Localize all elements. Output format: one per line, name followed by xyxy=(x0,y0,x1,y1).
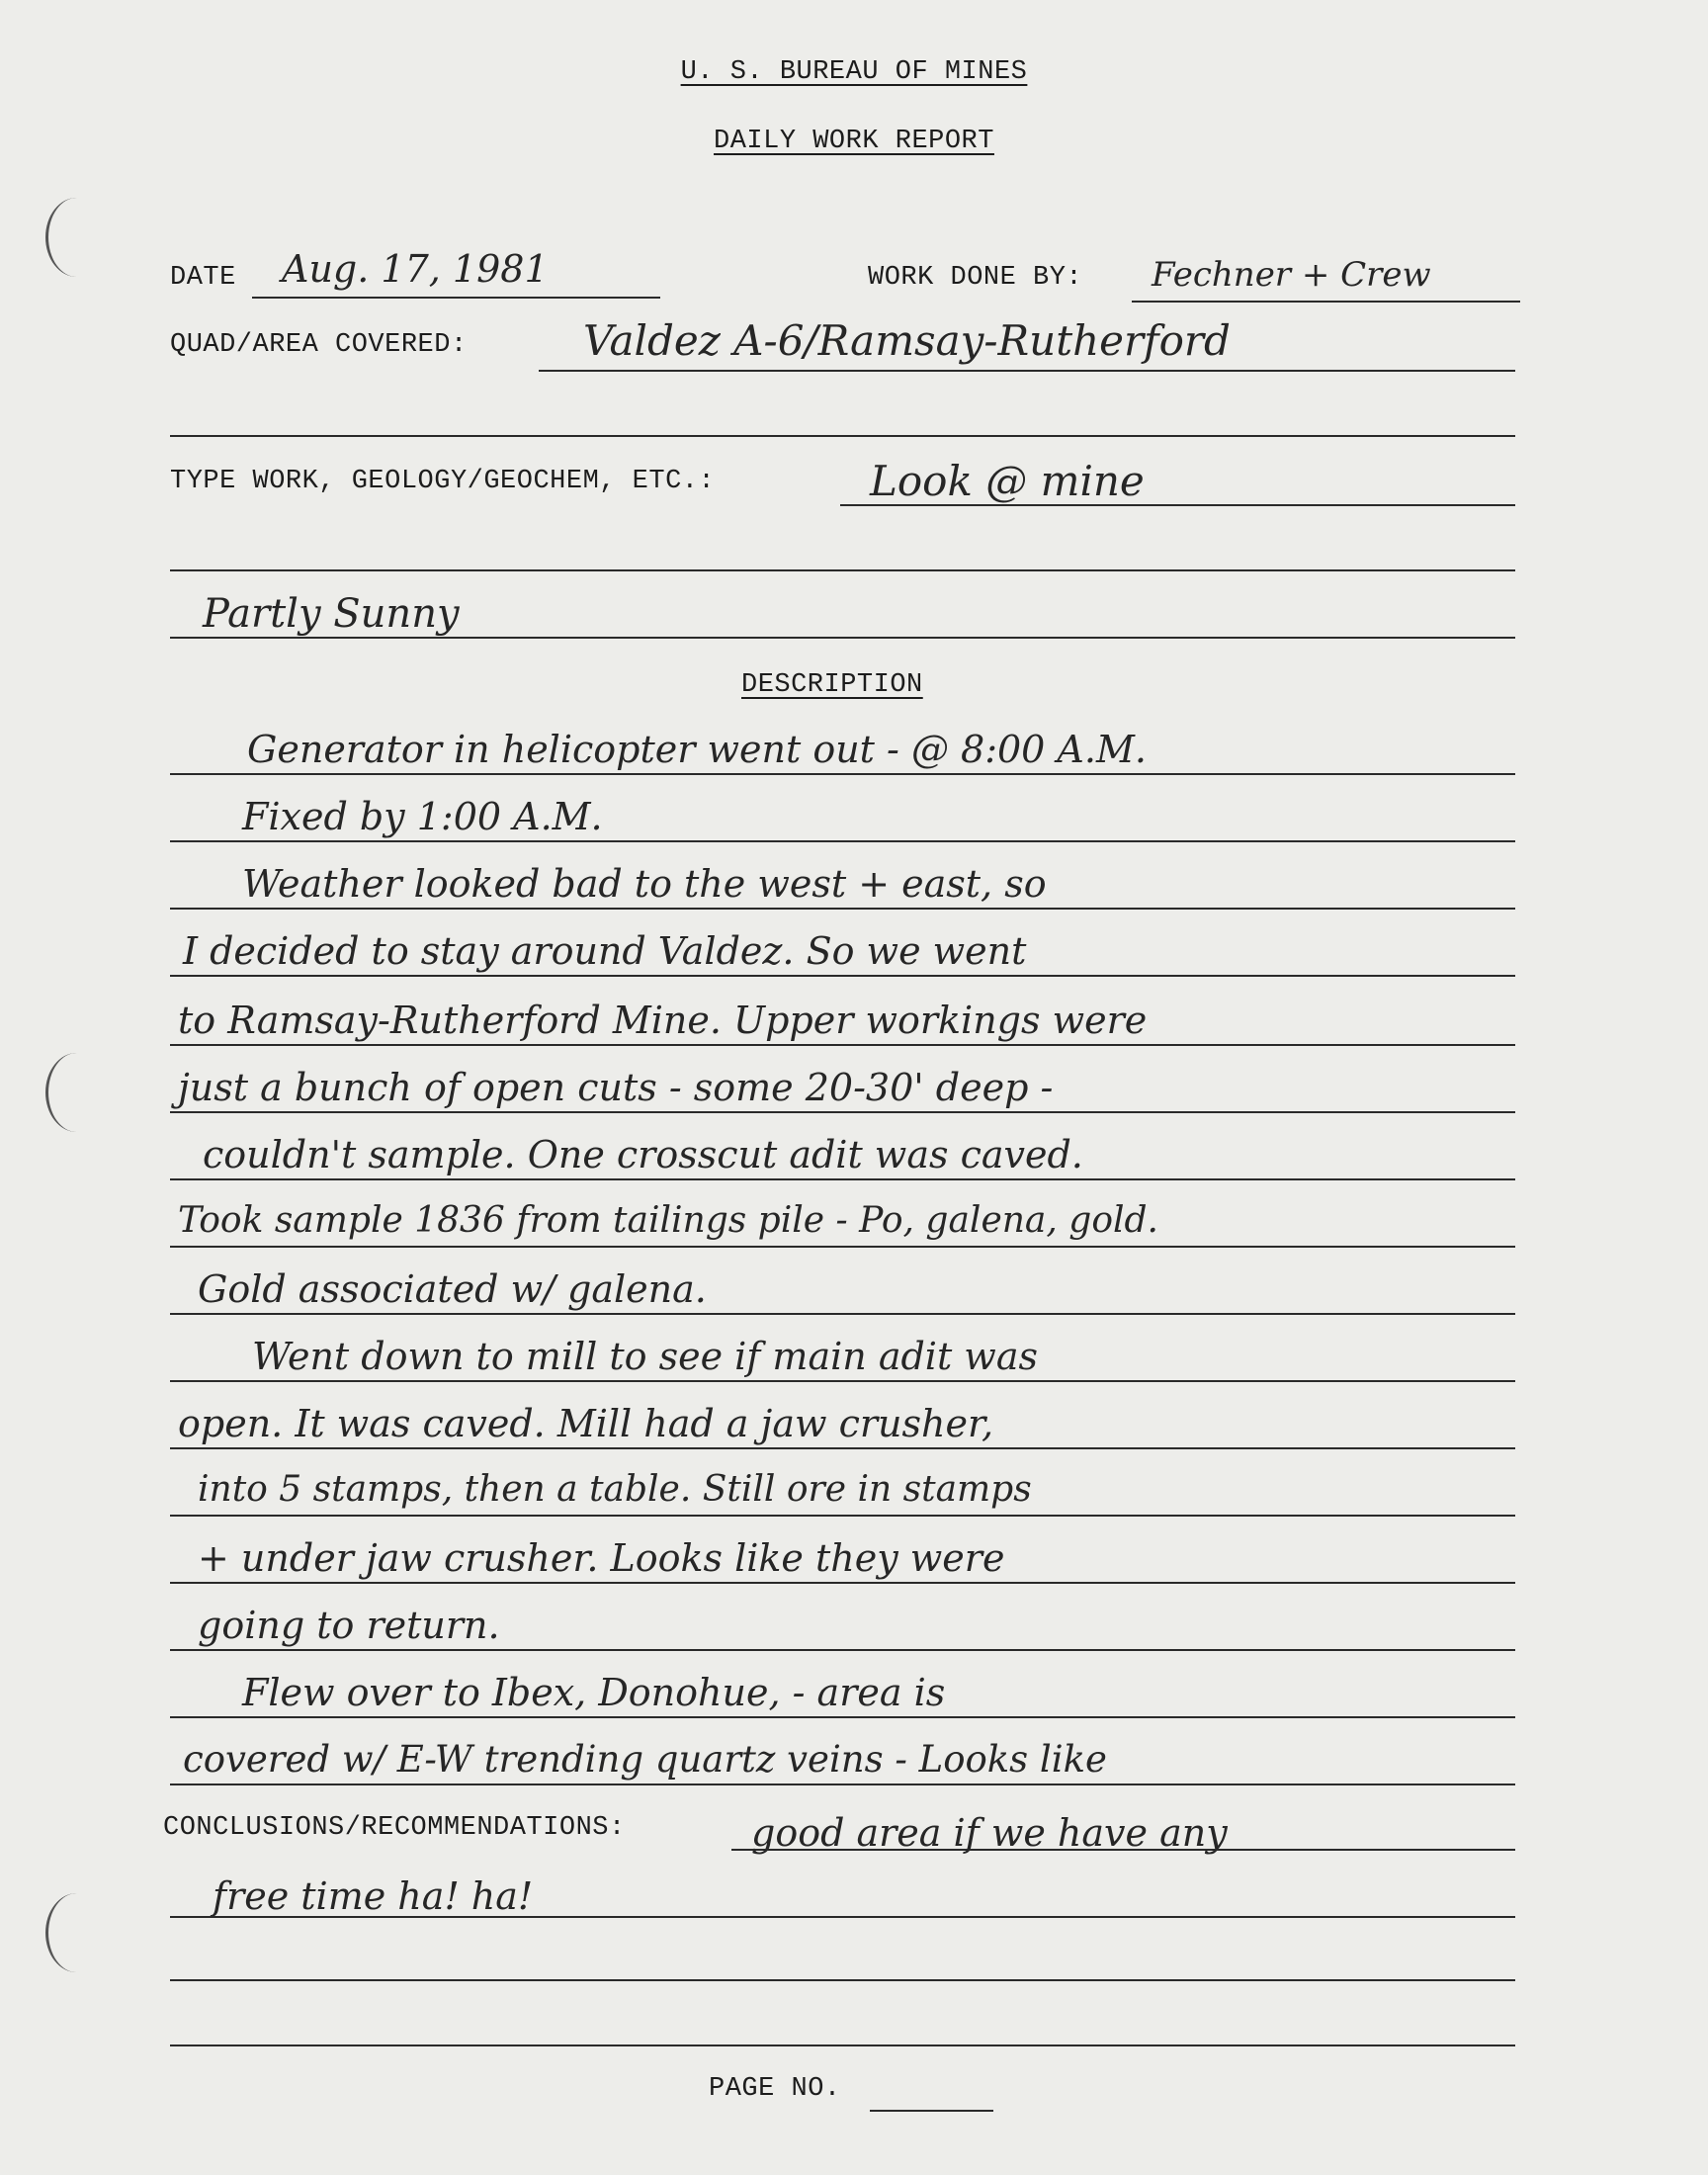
work-done-by-value: Fechner + Crew xyxy=(1152,255,1431,295)
page-number-line xyxy=(870,2110,993,2112)
type-work-line xyxy=(840,504,1515,506)
description-line: going to return. xyxy=(198,1604,500,1647)
quad-label: QUAD/AREA COVERED: xyxy=(170,330,468,360)
binder-hole-middle xyxy=(45,1053,108,1132)
description-rule xyxy=(170,975,1515,977)
date-label: DATE xyxy=(170,263,236,293)
description-rule xyxy=(170,1716,1515,1718)
weather-line xyxy=(170,637,1515,639)
date-value: Aug. 17, 1981 xyxy=(282,247,549,291)
description-line: into 5 stamps, then a table. Still ore in stamps xyxy=(198,1469,1032,1510)
description-rule xyxy=(170,773,1515,775)
conclusions-line-4 xyxy=(170,2044,1515,2046)
date-line xyxy=(252,297,660,299)
conclusions-value: good area if we have any xyxy=(751,1811,1228,1855)
description-line: couldn't sample. One crosscut adit was caved. xyxy=(203,1133,1083,1176)
quad-value: Valdez A-6/Ramsay-Rutherford xyxy=(583,316,1231,365)
description-line: Weather looked bad to the west + east, so xyxy=(242,862,1047,906)
description-line: Gold associated w/ galena. xyxy=(198,1267,707,1311)
work-done-by-label: WORK DONE BY: xyxy=(868,263,1083,293)
description-line: Went down to mill to see if main adit was xyxy=(252,1335,1038,1378)
description-rule xyxy=(170,1447,1515,1449)
description-line: to Ramsay-Rutherford Mine. Upper workings were xyxy=(178,999,1148,1042)
page-number-label: PAGE NO. xyxy=(709,2074,841,2104)
description-rule xyxy=(170,1313,1515,1315)
binder-hole-top xyxy=(45,198,108,277)
description-rule xyxy=(170,1515,1515,1517)
description-line: Flew over to Ibex, Donohue, - area is xyxy=(242,1671,946,1714)
quad-line xyxy=(539,370,1515,372)
description-line: open. It was caved. Mill had a jaw crusher, xyxy=(178,1402,994,1445)
conclusions-label: CONCLUSIONS/RECOMMENDATIONS: xyxy=(163,1813,626,1843)
description-rule xyxy=(170,1582,1515,1584)
agency-title: U. S. BUREAU OF MINES xyxy=(680,57,1028,87)
description-rule xyxy=(170,1380,1515,1382)
description-line: Fixed by 1:00 A.M. xyxy=(242,795,603,838)
description-line: Took sample 1836 from tailings pile - Po, galena, gold. xyxy=(178,1200,1159,1241)
description-line: Generator in helicopter went out - @ 8:00 A.M. xyxy=(247,728,1147,771)
description-line: covered w/ E-W trending quartz veins - Looks like xyxy=(183,1738,1107,1781)
type-work-line-2 xyxy=(170,569,1515,571)
description-rule xyxy=(170,1111,1515,1113)
description-rule xyxy=(170,1178,1515,1180)
description-rule xyxy=(170,908,1515,910)
description-rule xyxy=(170,840,1515,842)
description-heading: DESCRIPTION xyxy=(741,670,923,700)
conclusions-line-3 xyxy=(170,1979,1515,1981)
conclusions-value-2: free time ha! ha! xyxy=(213,1874,534,1918)
description-line: I decided to stay around Valdez. So we went xyxy=(183,929,1027,973)
type-work-value: Look @ mine xyxy=(870,457,1145,505)
report-title: DAILY WORK REPORT xyxy=(714,127,994,156)
description-rule xyxy=(170,1246,1515,1248)
work-done-by-line xyxy=(1132,301,1520,303)
conclusions-line-2 xyxy=(170,1916,1515,1918)
conclusions-line xyxy=(731,1849,1515,1851)
description-line: just a bunch of open cuts - some 20-30' deep - xyxy=(178,1066,1054,1109)
description-line: + under jaw crusher. Looks like they were xyxy=(198,1536,1005,1580)
type-work-label: TYPE WORK, GEOLOGY/GEOCHEM, ETC.: xyxy=(170,467,716,496)
description-rule xyxy=(170,1784,1515,1785)
description-rule xyxy=(170,1044,1515,1046)
description-rule xyxy=(170,1649,1515,1651)
binder-hole-bottom xyxy=(45,1893,108,1972)
weather-note: Partly Sunny xyxy=(203,591,460,637)
quad-line-2 xyxy=(170,435,1515,437)
